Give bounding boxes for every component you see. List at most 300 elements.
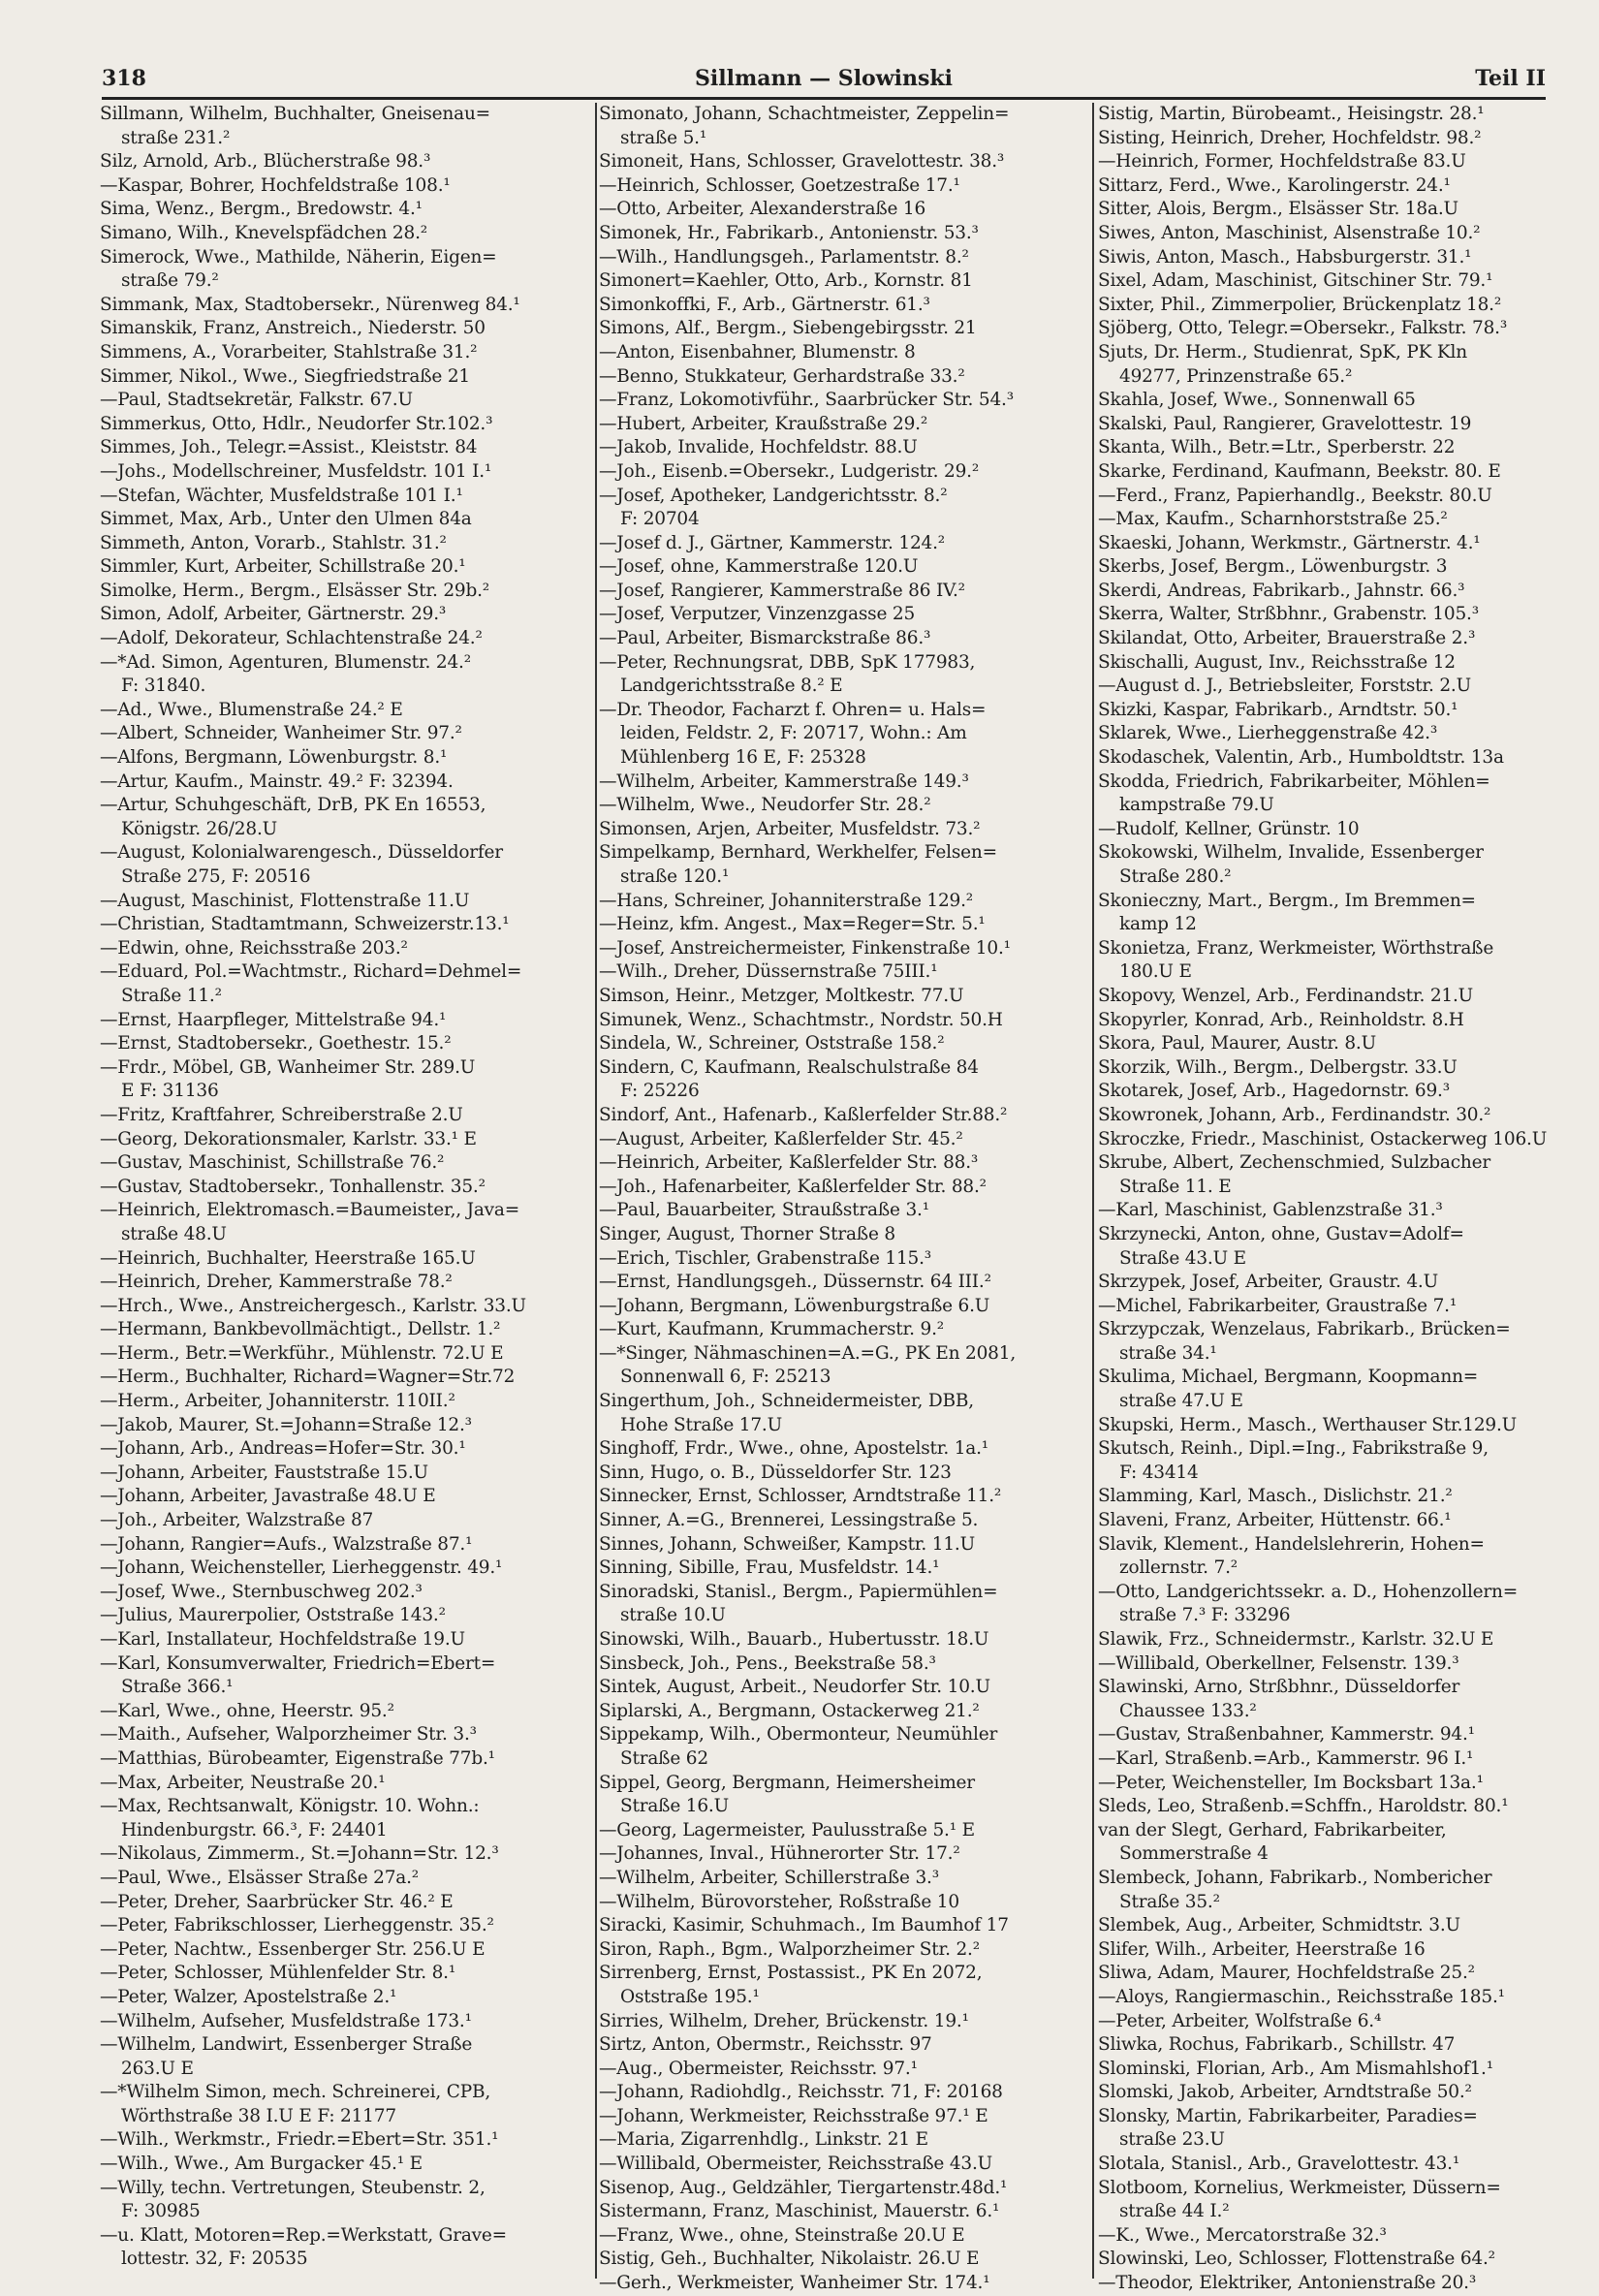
directory-entry: [599, 841, 1088, 889]
entry-line: —Joh., Arbeiter, Walzstraße 87: [100, 1510, 374, 1531]
entry-line: Skotarek, Josef, Arb., Hagedornstr. 69.³: [1098, 1081, 1450, 1102]
entry-line: Skanta, Wilh., Betr.=Ltr., Sperberstr. 22: [1098, 437, 1456, 458]
directory-entry: [100, 103, 594, 150]
directory-entry: [599, 174, 1088, 199]
directory-entry: [100, 1271, 594, 1295]
entry-line: —Johs., Modellschreiner, Musfeldstr. 101 I.¹: [100, 460, 492, 482]
directory-entry: [599, 1581, 1088, 1628]
directory-entry: [100, 174, 594, 199]
entry-continuation-line: Straße 275, F: 20516: [121, 866, 311, 887]
entry-line: Skonietza, Franz, Werkmeister, Wörthstraße: [1098, 937, 1494, 959]
entry-line: —Max, Arbeiter, Neustraße 20.¹: [100, 1772, 386, 1793]
directory-entry: [599, 460, 1088, 485]
entry-line: —Anton, Eisenbahner, Blumenstr. 8: [599, 341, 916, 362]
directory-entry: [100, 532, 594, 556]
directory-entry: [599, 627, 1088, 651]
entry-line: Simonkoffki, F., Arb., Gärtnerstr. 61.³: [599, 294, 930, 315]
entry-continuation-line: straße 7.³ F: 33296: [1119, 1605, 1291, 1626]
directory-entry: [1098, 460, 1549, 485]
entry-line: Simmeth, Anton, Vorarb., Stahlstr. 31.²: [100, 532, 447, 553]
entry-line: Skrzypczak, Wenzelaus, Fabrikarb., Brücken=: [1098, 1319, 1511, 1340]
directory-entry: [1098, 1199, 1549, 1223]
directory-entry: [1098, 341, 1549, 389]
directory-entry: [100, 198, 594, 222]
directory-entry: [1098, 1914, 1549, 1938]
directory-entry: [100, 627, 594, 651]
directory-entry: [1098, 555, 1549, 580]
directory-entry: [599, 2153, 1088, 2177]
entry-line: Simonek, Hr., Fabrikarb., Antonienstr. 53.³: [599, 222, 979, 243]
directory-entry: [599, 1032, 1088, 1056]
directory-entry: [599, 580, 1088, 604]
entry-continuation-line: straße 48.U: [121, 1223, 227, 1244]
entry-line: —Johann, Radiohdlg., Reichsstr. 71, F: 20168: [599, 2082, 1003, 2103]
directory-entry: [599, 1056, 1088, 1104]
part-label: Teil II: [1475, 66, 1546, 91]
entry-continuation-line: 180.U E: [1119, 961, 1192, 983]
directory-entry: [1098, 103, 1549, 127]
directory-entry: [1098, 485, 1549, 509]
entry-line: Sisting, Heinrich, Dreher, Hochfeldstr. 98.²: [1098, 127, 1482, 148]
directory-entry: [599, 1867, 1088, 1891]
entry-line: —Georg, Lagermeister, Paulusstraße 5.¹ E: [599, 1819, 975, 1840]
entry-continuation-line: straße 23.U: [1119, 2129, 1225, 2151]
entry-line: van der Slegt, Gerhard, Fabrikarbeiter,: [1098, 1819, 1447, 1840]
directory-entry: [100, 508, 594, 532]
entry-line: Siron, Raph., Bgm., Walporzheimer Str. 2.²: [599, 1938, 980, 1960]
directory-entry: [100, 1842, 594, 1867]
directory-entry: [599, 2033, 1088, 2058]
directory-entry: [1098, 746, 1549, 771]
entry-line: —Herm., Buchhalter, Richard=Wagner=Str.72: [100, 1367, 516, 1388]
directory-entry: [1098, 771, 1549, 818]
entry-line: —Artur, Schuhgeschäft, DrB, PK En 16553,: [100, 795, 486, 816]
directory-entry: [599, 1485, 1088, 1509]
directory-entry: [1098, 269, 1549, 294]
directory-entry: [100, 1700, 594, 1724]
entry-line: Skerra, Walter, Strßbhnr., Grabenstr. 105.³: [1098, 604, 1479, 625]
entry-line: Sistig, Martin, Bürobeamt., Heisingstr. 28.¹: [1098, 104, 1485, 124]
entry-line: Sirtz, Anton, Obermstr., Reichsstr. 97: [599, 2034, 932, 2056]
entry-line: —Karl, Wwe., ohne, Heerstr. 95.²: [100, 1700, 394, 1721]
entry-continuation-line: straße 47.U E: [1119, 1391, 1243, 1412]
entry-line: —Hubert, Arbeiter, Kraußstraße 29.²: [599, 413, 928, 434]
entry-line: —August, Maschinist, Flottenstraße 11.U: [100, 890, 470, 911]
directory-entry: [100, 1723, 594, 1747]
directory-entry: [599, 699, 1088, 771]
entry-line: —Otto, Arbeiter, Alexanderstraße 16: [599, 199, 926, 220]
entry-line: Singhoff, Frdr., Wwe., ohne, Apostelstr. 1a.¹: [599, 1438, 989, 1460]
entry-line: Simolke, Herm., Bergm., Elsässer Str. 29b.²: [100, 580, 489, 601]
directory-entry: [599, 1891, 1088, 1915]
entry-line: —Wilh., Handlungsgeh., Parlamentstr. 8.²: [599, 246, 969, 267]
directory-entry: [1098, 985, 1549, 1009]
entry-line: Simmer, Nikol., Wwe., Siegfriedstraße 21: [100, 365, 470, 387]
entry-line: —Otto, Landgerichtssekr. a. D., Hohenzollern=: [1098, 1581, 1519, 1602]
directory-entry: [100, 222, 594, 246]
directory-entry: [1098, 1723, 1549, 1747]
directory-entry: [1098, 532, 1549, 556]
directory-entry: [100, 1342, 594, 1367]
entry-line: Sjöberg, Otto, Telegr.=Obersekr., Falkstr. 78.³: [1098, 318, 1508, 339]
directory-entry: [1098, 1772, 1549, 1796]
directory-entry: [1098, 722, 1549, 746]
entry-line: —Wilhelm, Arbeiter, Kammerstraße 149.³: [599, 771, 969, 792]
entry-line: Simanskik, Franz, Anstreich., Niederstr. 50: [100, 318, 486, 339]
directory-entry: [100, 1176, 594, 1200]
directory-entry: [599, 1176, 1088, 1200]
entry-line: Skrzynecki, Anton, ohne, Gustav=Adolf=: [1098, 1223, 1464, 1244]
entry-line: Skrzypek, Josef, Arbeiter, Graustr. 4.U: [1098, 1272, 1439, 1293]
entry-line: Skizki, Kaspar, Fabrikarb., Arndtstr. 50.¹: [1098, 699, 1458, 720]
directory-entry: [1098, 2177, 1549, 2224]
entry-line: —Paul, Bauarbeiter, Straußstraße 3.¹: [599, 1200, 929, 1221]
directory-entry: [1098, 508, 1549, 532]
entry-line: Skora, Paul, Maurer, Austr. 8.U: [1098, 1033, 1376, 1054]
entry-continuation-line: 263.U E: [121, 2058, 194, 2079]
entry-line: —August, Kolonialwarengesch., Düsseldorfer: [100, 842, 503, 864]
entry-continuation-line: Sonnenwall 6, F: 25213: [620, 1367, 831, 1388]
directory-entry: [1098, 2224, 1549, 2249]
directory-entry: [1098, 1295, 1549, 1319]
directory-entry: [599, 818, 1088, 842]
directory-entry: [100, 413, 594, 437]
directory-entry: [599, 937, 1088, 961]
entry-continuation-line: Landgerichtsstraße 8.² E: [620, 676, 843, 697]
entry-line: —Hans, Schreiner, Johanniterstraße 129.²: [599, 890, 973, 911]
directory-entry: [1098, 1747, 1549, 1772]
entry-line: —Theodor, Elektriker, Antonienstraße 20.³: [1098, 2273, 1477, 2294]
entry-line: —Heinrich, Schlosser, Goetzestraße 17.¹: [599, 174, 960, 196]
page-header: [102, 64, 1546, 100]
entry-continuation-line: F: 20704: [620, 509, 700, 530]
entry-line: Skupski, Herm., Masch., Werthauser Str.129.U: [1098, 1414, 1518, 1435]
entry-line: —K., Wwe., Mercatorstraße 32.³: [1098, 2224, 1387, 2246]
entry-line: Sillmann, Wilhelm, Buchhalter, Gneisenau=: [100, 104, 490, 124]
directory-column-1: [100, 103, 594, 2272]
directory-entry: [599, 269, 1088, 294]
entry-line: Skrube, Albert, Zechenschmied, Sulzbacher: [1098, 1152, 1491, 1174]
directory-entry: [1098, 294, 1549, 318]
directory-entry: [100, 1414, 594, 1438]
entry-line: Skahla, Josef, Wwe., Sonnenwall 65: [1098, 390, 1416, 411]
entry-continuation-line: Straße 11.²: [121, 985, 222, 1006]
directory-entry: [1098, 1056, 1549, 1081]
directory-entry: [1098, 2010, 1549, 2034]
entry-line: Sleds, Leo, Straßenb.=Schffn., Haroldstr. 80.¹: [1098, 1796, 1509, 1817]
entry-line: —Maith., Aufseher, Walporzheimer Str. 3.³: [100, 1724, 477, 1746]
entry-line: —Aug., Obermeister, Reichsstr. 97.¹: [599, 2058, 918, 2079]
entry-continuation-line: Hindenburgstr. 66.³, F: 24401: [121, 1819, 388, 1840]
entry-continuation-line: Chaussee 133.²: [1119, 1700, 1257, 1721]
entry-line: —Herm., Betr.=Werkführ., Mühlenstr. 72.U E: [100, 1342, 504, 1364]
entry-line: Simson, Heinr., Metzger, Moltkestr. 77.U: [599, 985, 964, 1006]
directory-entry: [100, 937, 594, 961]
entry-line: Slembeck, Johann, Fabrikarb., Nombericher: [1098, 1867, 1492, 1888]
entry-line: Sindela, W., Schreiner, Oststraße 158.²: [599, 1033, 945, 1054]
directory-entry: [100, 1390, 594, 1414]
entry-line: Simonsen, Arjen, Arbeiter, Musfeldstr. 73.²: [599, 818, 981, 839]
directory-entry: [599, 532, 1088, 556]
directory-entry: [599, 1271, 1088, 1295]
entry-continuation-line: straße 10.U: [620, 1605, 726, 1626]
entry-line: —Nikolaus, Zimmerm., St.=Johann=Str. 12.³: [100, 1843, 499, 1865]
directory-entry: [599, 436, 1088, 460]
entry-line: —Willibald, Obermeister, Reichsstraße 43.U: [599, 2154, 993, 2175]
directory-entry: [599, 150, 1088, 174]
directory-entry: [599, 222, 1088, 246]
entry-line: Slomski, Jakob, Arbeiter, Arndtstraße 50.²: [1098, 2082, 1472, 2103]
directory-entry: [100, 294, 594, 318]
directory-entry: [599, 1914, 1088, 1938]
entry-line: Singerthum, Joh., Schneidermeister, DBB,: [599, 1391, 974, 1412]
entry-line: —Wilh., Dreher, Düssernstraße 75III.¹: [599, 961, 938, 983]
directory-entry: [100, 389, 594, 413]
directory-entry: [100, 890, 594, 914]
entry-continuation-line: Straße 62: [620, 1747, 708, 1769]
directory-entry: [100, 1581, 594, 1605]
page-number: 318: [102, 66, 146, 91]
entry-line: —Karl, Konsumverwalter, Friedrich=Ebert=: [100, 1652, 496, 1674]
entry-line: —Josef d. J., Gärtner, Kammerstr. 124.²: [599, 532, 946, 553]
directory-entry: [100, 2033, 594, 2081]
entry-line: —Edwin, ohne, Reichsstraße 203.²: [100, 937, 408, 959]
entry-line: —Ernst, Stadtobersekr., Goethestr. 15.²: [100, 1033, 452, 1054]
directory-entry: [1098, 246, 1549, 270]
entry-line: —*Ad. Simon, Agenturen, Blumenstr. 24.²: [100, 651, 471, 673]
directory-entry: [1098, 580, 1549, 604]
entry-line: —Josef, ohne, Kammerstraße 120.U: [599, 556, 919, 578]
directory-entry: [100, 365, 594, 390]
directory-entry: [599, 1247, 1088, 1272]
entry-line: —Heinrich, Arbeiter, Kaßlerfelder Str. 88.³: [599, 1152, 979, 1174]
entry-continuation-line: Königstr. 26/28.U: [121, 818, 278, 839]
directory-entry: [1098, 603, 1549, 627]
entry-line: Sjuts, Dr. Herm., Studienrat, SpK, PK Kln: [1098, 341, 1467, 362]
directory-entry: [100, 1747, 594, 1772]
directory-entry: [100, 341, 594, 365]
entry-line: Silz, Arnold, Arb., Blücherstraße 98.³: [100, 151, 431, 173]
directory-entry: [100, 794, 594, 841]
entry-continuation-line: 49277, Prinzenstraße 65.²: [1119, 365, 1353, 387]
directory-entry: [100, 722, 594, 746]
entry-line: Siracki, Kasimir, Schuhmach., Im Baumhof 17: [599, 1915, 1009, 1936]
directory-entry: [599, 2010, 1088, 2034]
directory-entry: [100, 1867, 594, 1891]
entry-continuation-line: straße 79.²: [121, 270, 219, 292]
entry-line: —Joh., Hafenarbeiter, Kaßlerfelder Str. 88.²: [599, 1176, 987, 1197]
directory-entry: [1098, 2272, 1549, 2296]
directory-entry: [599, 198, 1088, 222]
directory-entry: [599, 771, 1088, 795]
directory-entry: [1098, 389, 1549, 413]
entry-line: —Heinz, kfm. Angest., Max=Reger=Str. 5.¹: [599, 914, 986, 935]
directory-entry: [1098, 436, 1549, 460]
directory-entry: [100, 1938, 594, 1963]
directory-entry: [1098, 1223, 1549, 1271]
directory-entry: [100, 1437, 594, 1462]
directory-entry: [599, 1342, 1088, 1390]
directory-entry: [599, 1437, 1088, 1462]
directory-entry: [599, 2177, 1088, 2201]
entry-line: —u. Klatt, Motoren=Rep.=Werkstatt, Grave=: [100, 2224, 507, 2246]
entry-line: Sima, Wenz., Bergm., Bredowstr. 4.¹: [100, 199, 423, 220]
entry-line: —Heinrich, Elektromasch.=Baumeister,, Java=: [100, 1200, 520, 1221]
directory-entry: [1098, 1318, 1549, 1366]
entry-line: Sinnes, Johann, Schweißer, Kampstr. 11.U: [599, 1533, 975, 1555]
directory-entry: [599, 1772, 1088, 1819]
directory-entry: [1098, 150, 1549, 174]
directory-entry: [1098, 841, 1549, 889]
directory-entry: [599, 555, 1088, 580]
directory-entry: [599, 1462, 1088, 1486]
entry-line: Simpelkamp, Bernhard, Werkhelfer, Felsen=: [599, 842, 997, 864]
directory-entry: [1098, 174, 1549, 199]
directory-entry: [100, 913, 594, 937]
entry-continuation-line: zollernstr. 7.²: [1119, 1557, 1238, 1579]
entry-line: —Adolf, Dekorateur, Schlachtenstraße 24.²: [100, 628, 483, 649]
entry-line: Slowinski, Leo, Schlosser, Flottenstraße 64.²: [1098, 2249, 1495, 2270]
entry-line: Slonsky, Martin, Fabrikarbeiter, Paradies=: [1098, 2105, 1478, 2126]
directory-entry: [100, 485, 594, 509]
directory-entry: [100, 2177, 594, 2224]
column-divider: [1092, 103, 1094, 2279]
entry-line: Sinnecker, Ernst, Schlosser, Arndtstraße 11.²: [599, 1486, 1002, 1507]
entry-line: —Eduard, Pol.=Wachtmstr., Richard=Dehmel=: [100, 961, 522, 983]
entry-line: Siplarski, A., Bergmann, Ostackerweg 21.²: [599, 1700, 980, 1721]
entry-line: Sisenop, Aug., Geldzähler, Tiergartenstr.48d.¹: [599, 2177, 1008, 2198]
directory-entry: [100, 1795, 594, 1842]
directory-entry: [599, 1557, 1088, 1581]
directory-entry: [1098, 1414, 1549, 1438]
directory-entry: [599, 913, 1088, 937]
directory-entry: [1098, 1151, 1549, 1199]
directory-entry: [599, 890, 1088, 914]
entry-line: —Julius, Maurerpolier, Oststraße 143.²: [100, 1605, 446, 1626]
directory-entry: [599, 2272, 1088, 2296]
entry-line: Sirrenberg, Ernst, Postassist., PK En 2072,: [599, 1963, 983, 1984]
entry-line: Sirries, Wilhelm, Dreher, Brückenstr. 19.¹: [599, 2010, 969, 2031]
entry-line: Skonieczny, Mart., Bergm., Im Bremmen=: [1098, 890, 1476, 911]
directory-entry: [100, 1962, 594, 1986]
entry-line: Sklarek, Wwe., Lierheggenstraße 42.³: [1098, 723, 1438, 744]
entry-continuation-line: Straße 43.U E: [1119, 1247, 1246, 1269]
entry-continuation-line: Hohe Straße 17.U: [620, 1414, 782, 1435]
directory-entry: [100, 1986, 594, 2010]
directory-entry: [100, 2081, 594, 2128]
entry-line: Skutsch, Reinh., Dipl.=Ing., Fabrikstraße 9,: [1098, 1438, 1489, 1460]
entry-line: —Max, Kaufm., Scharnhorststraße 25.²: [1098, 509, 1448, 530]
entry-line: —Wilh., Wwe., Am Burgacker 45.¹ E: [100, 2154, 423, 2175]
directory-entry: [599, 2200, 1088, 2224]
entry-line: Slaveni, Franz, Arbeiter, Hüttenstr. 66.¹: [1098, 1510, 1452, 1531]
directory-entry: [100, 2153, 594, 2177]
entry-line: Siwes, Anton, Maschinist, Alsenstraße 10.²: [1098, 222, 1481, 243]
entry-continuation-line: straße 34.¹: [1119, 1342, 1217, 1364]
directory-entry: [599, 1962, 1088, 2009]
directory-entry: [100, 1199, 594, 1246]
entry-line: —Josef, Verputzer, Vinzenzgasse 25: [599, 604, 916, 625]
directory-entry: [100, 841, 594, 889]
directory-entry: [100, 150, 594, 174]
directory-entry: [599, 1533, 1088, 1557]
entry-continuation-line: straße 5.¹: [620, 127, 707, 148]
entry-line: —Wilhelm, Arbeiter, Schillerstraße 3.³: [599, 1867, 939, 1888]
column-divider: [595, 103, 597, 2279]
directory-entry: [599, 1009, 1088, 1033]
entry-line: —Frdr., Möbel, GB, Wanheimer Str. 289.U: [100, 1056, 476, 1078]
directory-entry: [1098, 1009, 1549, 1033]
entry-line: —Jakob, Maurer, St.=Johann=Straße 12.³: [100, 1414, 472, 1435]
directory-entry: [100, 555, 594, 580]
directory-entry: [599, 1938, 1088, 1963]
entry-line: Siwis, Anton, Masch., Habsburgerstr. 31.¹: [1098, 246, 1472, 267]
directory-entry: [1098, 1652, 1549, 1677]
entry-continuation-line: Sommerstraße 4: [1119, 1843, 1269, 1865]
entry-line: —Heinrich, Former, Hochfeldstraße 83.U: [1098, 151, 1466, 173]
entry-line: —Maria, Zigarrenhdlg., Linkstr. 21 E: [599, 2129, 928, 2151]
directory-entry: [1098, 2105, 1549, 2153]
entry-line: —Rudolf, Kellner, Grünstr. 10: [1098, 818, 1360, 839]
entry-line: Simmens, A., Vorarbeiter, Stahlstraße 31.²: [100, 341, 478, 362]
directory-entry: [599, 389, 1088, 413]
directory-entry: [599, 2248, 1088, 2272]
directory-entry: [599, 2081, 1088, 2105]
entry-line: —Max, Rechtsanwalt, Königstr. 10. Wohn.:: [100, 1796, 480, 1817]
entry-continuation-line: F: 25226: [620, 1081, 700, 1102]
entry-continuation-line: Straße 16.U: [620, 1796, 729, 1817]
entry-line: —Peter, Nachtw., Essenberger Str. 256.U E: [100, 1938, 486, 1960]
directory-entry: [599, 1723, 1088, 1771]
entry-line: —Johann, Werkmeister, Reichsstraße 97.¹ E: [599, 2105, 988, 2126]
entry-continuation-line: F: 43414: [1119, 1462, 1199, 1483]
entry-line: —Kurt, Kaufmann, Krummacherstr. 9.²: [599, 1319, 944, 1340]
entry-line: —Wilhelm, Bürovorsteher, Roßstraße 10: [599, 1891, 959, 1912]
entry-line: —Herm., Arbeiter, Johanniterstr. 110II.²: [100, 1391, 455, 1412]
directory-entry: [100, 1318, 594, 1342]
directory-entry: [100, 460, 594, 485]
entry-line: Skaeski, Johann, Werkmstr., Gärtnerstr. 4.¹: [1098, 532, 1481, 553]
directory-entry: [100, 1509, 594, 1533]
entry-line: Slamming, Karl, Masch., Dislichstr. 21.²: [1098, 1486, 1453, 1507]
directory-entry: [599, 1819, 1088, 1843]
entry-line: —Johann, Arbeiter, Javastraße 48.U E: [100, 1486, 436, 1507]
entry-line: —Peter, Weichensteller, Im Bocksbart 13a.¹: [1098, 1772, 1484, 1793]
entry-line: Slifer, Wilh., Arbeiter, Heerstraße 16: [1098, 1938, 1426, 1960]
entry-line: —Hermann, Bankbevollmächtigt., Dellstr. 1.²: [100, 1319, 501, 1340]
entry-line: —Johann, Bergmann, Löwenburgstraße 6.U: [599, 1295, 990, 1316]
directory-entry: [599, 1509, 1088, 1533]
entry-line: Simons, Alf., Bergm., Siebengebirgsstr. 21: [599, 318, 977, 339]
directory-entry: [1098, 1104, 1549, 1128]
directory-entry: [599, 103, 1088, 150]
entry-line: Slawinski, Arno, Strßbhnr., Düsseldorfer: [1098, 1677, 1460, 1698]
directory-entry: [1098, 1437, 1549, 1485]
entry-line: —Joh., Eisenb.=Obersekr., Ludgeristr. 29.²: [599, 460, 980, 482]
entry-line: Simmerkus, Otto, Hdlr., Neudorfer Str.102.³: [100, 413, 493, 434]
directory-entry: [100, 1462, 594, 1486]
entry-line: —Aloys, Rangiermaschin., Reichsstraße 185.¹: [1098, 1986, 1505, 2007]
entry-line: —Johann, Arb., Andreas=Hofer=Str. 30.¹: [100, 1438, 466, 1460]
entry-line: Skerbs, Josef, Bergm., Löwenburgstr. 3: [1098, 556, 1448, 578]
entry-line: —Heinrich, Buchhalter, Heerstraße 165.U: [100, 1247, 476, 1269]
entry-line: Simonato, Johann, Schachtmeister, Zeppelin=: [599, 104, 1010, 124]
entry-line: —Josef, Wwe., Sternbuschweg 202.³: [100, 1581, 423, 1602]
entry-line: Simmank, Max, Stadtobersekr., Nürenweg 84.¹: [100, 294, 520, 315]
directory-entry: [1098, 1485, 1549, 1509]
entry-line: Sixter, Phil., Zimmerpolier, Brückenplatz 18.²: [1098, 294, 1502, 315]
entry-line: —Wilhelm, Landwirt, Essenberger Straße: [100, 2034, 473, 2056]
